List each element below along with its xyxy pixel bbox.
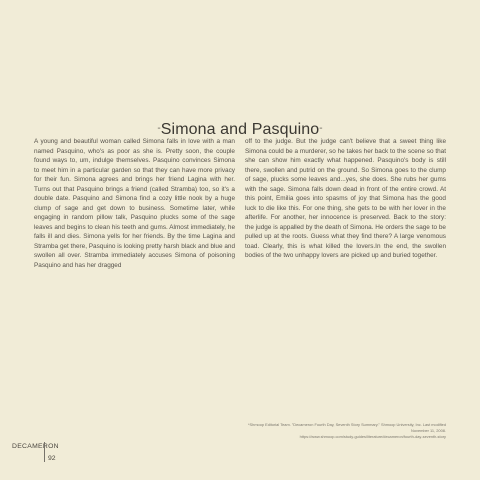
book-name: DECAMERON	[12, 443, 59, 450]
body-column-left	[34, 137, 235, 270]
body-paragraph-right: off to the judge. But the judge can't believe that a sweet thing like Simona could be a murderer, so he takes her back to the scene so that she can show him exactly what happened. Pasquino's body is still there, swollen and putrid on the ground. So Simona goes to the clump of sage, plucks some leaves and...yes, she does. She rubs her gums with the sage. Simona falls down dead in front of the entire crowd. At this point, Emilia goes into spasms of joy that Simona has the good luck to die like this. For one thing, she gets to be with her lover in the afterlife. For another, her innocence is preserved. Back to the story: the judge is appalled by the death of Simona. He orders the sage to be pulled up at the roots. Guess what they find there? A large venomous toad. Clearly, this is what killed the lovers.In the end, the swollen bodies of the two unhappy lovers are picked up and buried together.	[245, 138, 446, 259]
body-column-right	[245, 137, 446, 261]
citation-url: https://www.shmoop.com/study-guides/literature/decameron/fourth-day-seventh-story	[299, 434, 446, 439]
citation-line: *Shmoop Editorial Team. "Decameron Fourth Day, Seventh Story Summary." Shmoop University, Inc. Last modified November 11, 2008.	[248, 422, 446, 433]
title-text: Simona and Pasquino	[160, 120, 320, 138]
title-left-mark: -	[157, 122, 161, 134]
page-number: 92	[48, 455, 56, 462]
footer-divider	[44, 442, 45, 462]
title-right-mark: -	[319, 122, 323, 134]
source-citation	[236, 422, 446, 440]
body-paragraph-left: A young and beautiful woman called Simona falls in love with a man named Pasquino, who's as poor as she is. Pretty soon, the couple found ways to, um, indulge themselves. Pasquino convinces Simona to meet him in a particular garden so that they can have more privacy for their fun. Simona agrees and brings her friend Lagina with her. Turns out that Pasquino brings a friend (called Stramba) too, so it's a double date. Pasquino and Simona find a cozy little nook by a huge clump of sage and get down to business. Sometime later, while engaging in random pillow talk, Pasquino plucks some of the sage leaves and begins to clean his teeth and gums. Almost immediately, he falls ill and dies. Simona yells for her friends. By the time Lagina and Stramba get there, Pasquino is looking pretty harsh black and blue and swollen all over. Stramba immediately accuses Simona of poisoning Pasquino and has her dragged	[34, 138, 235, 269]
